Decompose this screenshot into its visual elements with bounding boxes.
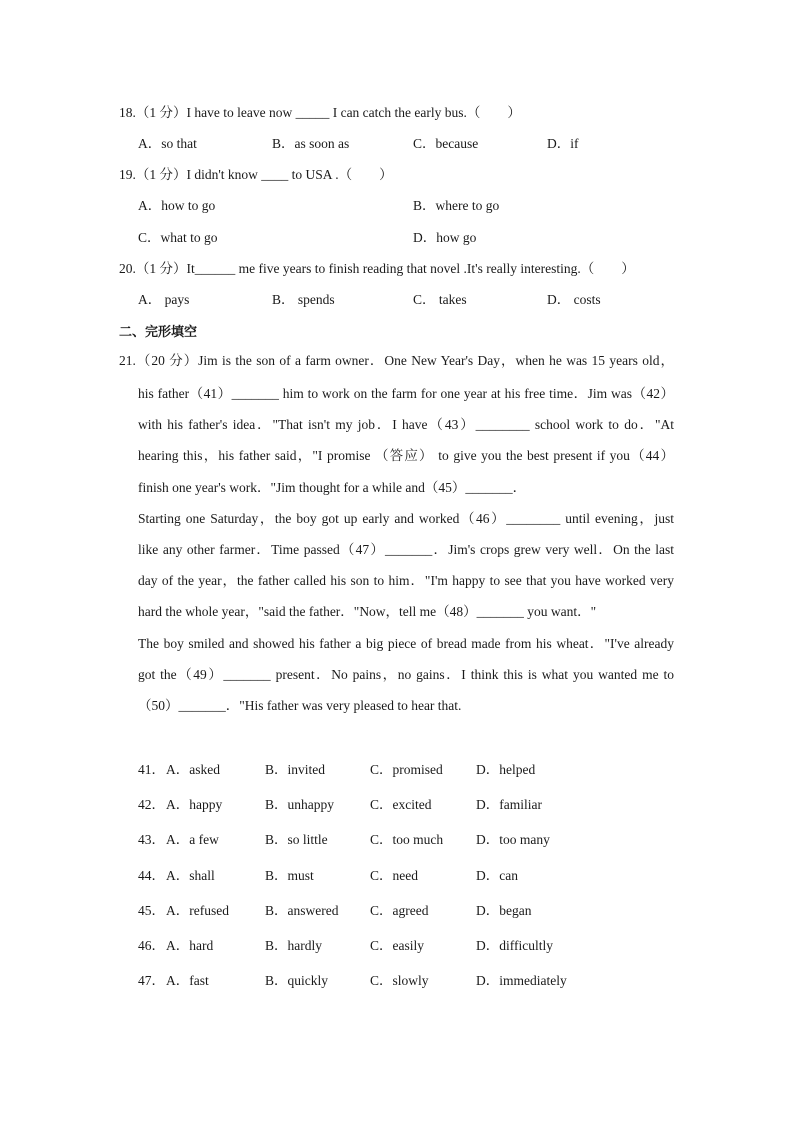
- cloze-46-option-c: C．easily: [370, 938, 424, 953]
- cloze-passage: [138, 378, 674, 721]
- cloze-42-option-b: B．unhappy: [265, 797, 334, 812]
- passage-line: （50）_______．"His father was very pleased to hear that.: [138, 697, 462, 713]
- cloze-41-number: 41．: [138, 762, 165, 777]
- cloze-43-number: 43．: [138, 832, 165, 847]
- cloze-44-option-b: B．must: [265, 868, 314, 883]
- question-18-stem: 18.（1 分）I have to leave now _____ I can catch the early bus.（ ）: [119, 105, 521, 120]
- cloze-46-option-b: B．hardly: [265, 938, 322, 953]
- cloze-42-option-a: A．happy: [166, 797, 223, 812]
- cloze-42-option-d: D．familiar: [476, 797, 542, 812]
- cloze-41-option-a: A．asked: [166, 762, 220, 777]
- passage-first-line: 21.（20 分）Jim is the son of a farm owner．One New Year's Day，when he was 15 years old，: [119, 353, 674, 368]
- cloze-46-number: 46．: [138, 938, 165, 953]
- cloze-46-option-d: D．difficultly: [476, 938, 553, 953]
- cloze-41-option-b: B．invited: [265, 762, 325, 777]
- question-18-option-c: C．because: [413, 136, 479, 151]
- question-19-option-b: B．where to go: [413, 198, 500, 213]
- cloze-41-option-c: C．promised: [370, 762, 443, 777]
- cloze-44-option-a: A．shall: [166, 868, 215, 883]
- cloze-45-number: 45．: [138, 903, 165, 918]
- section-title: 二、完形填空: [119, 325, 198, 340]
- question-20-option-b: B． spends: [272, 292, 335, 307]
- question-18-option-b: B．as soon as: [272, 136, 350, 151]
- question-20-option-a: A． pays: [138, 292, 190, 307]
- cloze-45-option-a: A．refused: [166, 903, 229, 918]
- question-19-stem: 19.（1 分）I didn't know ____ to USA .（ ）: [119, 167, 393, 182]
- question-19-option-d: D．how go: [413, 230, 477, 245]
- question-20-stem: 20.（1 分）It______ me five years to finish reading that novel .It's really interesting.（ ）: [119, 261, 635, 276]
- cloze-47-number: 47．: [138, 973, 165, 988]
- passage-line: hard the whole year，"said the father．"Now，tell me（48）_______ you want．": [138, 604, 597, 620]
- question-19-option-c: C．what to go: [138, 230, 218, 245]
- cloze-43-option-b: B．so little: [265, 832, 328, 847]
- question-18-option-d: D．if: [547, 136, 579, 151]
- passage-line: day of the year，the father called his son to him．"I'm happy to see that you have worked very: [138, 573, 674, 589]
- passage-line: with his father's idea．"That isn't my job．I have（43）________ school work to do．"At: [138, 417, 674, 433]
- question-20-option-d: D． costs: [547, 292, 601, 307]
- cloze-43-option-a: A．a few: [166, 832, 219, 847]
- cloze-43-option-c: C．too much: [370, 832, 444, 847]
- question-18-option-a: A．so that: [138, 136, 197, 151]
- cloze-47-option-a: A．fast: [166, 973, 209, 988]
- cloze-46-option-a: A．hard: [166, 938, 214, 953]
- cloze-41-option-d: D．helped: [476, 762, 536, 777]
- passage-line: hearing this，his father said，"I promise （答应） to give you the best present if you（44）: [138, 448, 674, 464]
- passage-line: like any other farmer．Time passed（47）_______．Jim's crops grew very well．On the last: [138, 541, 674, 557]
- cloze-47-option-c: C．slowly: [370, 973, 429, 988]
- cloze-45-option-d: D．began: [476, 903, 532, 918]
- cloze-45-option-c: C．agreed: [370, 903, 429, 918]
- cloze-42-number: 42．: [138, 797, 165, 812]
- question-20-option-c: C． takes: [413, 292, 467, 307]
- passage-line: finish one year's work．"Jim thought for a while and（45）_______．: [138, 479, 527, 495]
- passage-line: The boy smiled and showed his father a big piece of bread made from his wheat．"I've already: [138, 635, 674, 651]
- passage-line: got the（49）_______ present．No pains，no gains．I think this is what you wanted me to: [138, 666, 674, 682]
- cloze-44-number: 44．: [138, 868, 165, 883]
- passage-line: Starting one Saturday，the boy got up early and worked（46）________ until evening，just: [138, 510, 674, 526]
- cloze-47-option-d: D．immediately: [476, 973, 567, 988]
- cloze-45-option-b: B．answered: [265, 903, 339, 918]
- cloze-47-option-b: B．quickly: [265, 973, 328, 988]
- cloze-42-option-c: C．excited: [370, 797, 432, 812]
- cloze-44-option-c: C．need: [370, 868, 418, 883]
- cloze-44-option-d: D．can: [476, 868, 518, 883]
- question-19-option-a: A．how to go: [138, 198, 216, 213]
- passage-line: his father（41）_______ him to work on the farm for one year at his free time．Jim was（42）: [138, 386, 674, 401]
- cloze-43-option-d: D．too many: [476, 832, 550, 847]
